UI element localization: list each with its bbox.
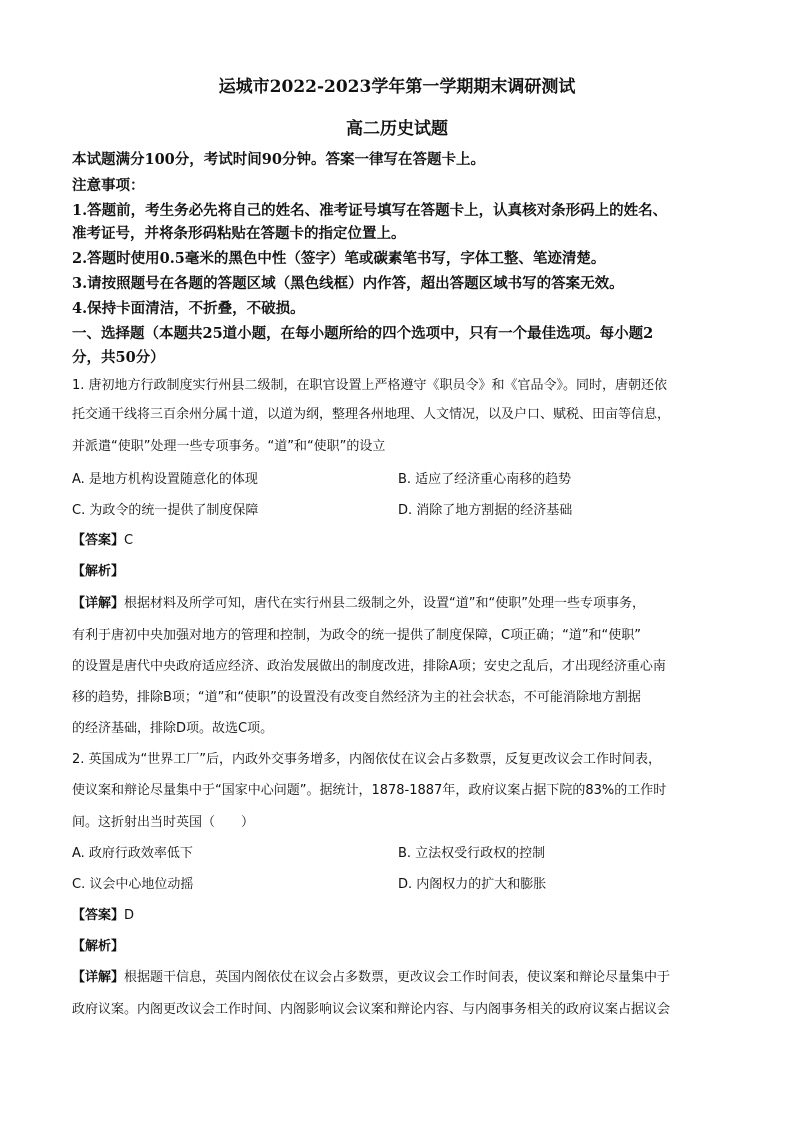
q1-detail-label: 【详解】 [72,596,125,611]
q2-answer [72,904,134,923]
note-line: 3.请按照题号在各题的答题区域（黑色线框）内作答，超出答题区域书写的答案无效。 [72,275,624,292]
q2-detail-line: 根据题干信息，英国内阁依仗在议会占多数票，更改议会工作时间表，使议案和辩论尽量集中于 [124,970,671,985]
q1-option-d: D. 消除了地方割据的经济基础 [398,503,573,518]
q1-answer-value: C [124,533,134,548]
note-line: 准考证号，并将条形码粘贴在答题卡的指定位置上。 [72,225,406,242]
q1-detail-line: 的设置是唐代中央政府适应经济、政治发展做出的制度改进，排除A项；安史之乱后，才出现经济重心南 [72,659,666,674]
note-line: 4.保持卡面清洁，不折叠，不破损。 [72,300,305,317]
q1-analysis [72,560,124,579]
exam-subtitle: 高二历史试题 [346,119,448,139]
q2-answer-label: 【答案】 [72,908,125,923]
exam-title: 运城市2022-2023学年第一学期期末调研测试 [218,77,576,97]
q2-analysis [72,935,124,954]
q1-detail-first [72,592,645,611]
q1-stem-line: 托交通干线将三百余州分属十道，以道为纲，整理各州地理、人文情况，以及户口、赋税、田亩等信息， [72,407,671,422]
q2-detail-label: 【详解】 [72,970,125,985]
q1-detail-line: 移的趋势，排除B项；“道”和“使职”的设置没有改变自然经济为主的社会状态，不可能消除地方割据 [72,690,641,705]
q2-detail-line: 政府议案。内阁更改议会工作时间、内阁影响议会议案和辩论内容、与内阁事务相关的政府议案占据议会 [72,1002,671,1017]
q1-answer [72,529,133,548]
q1-option-b: B. 适应了经济重心南移的趋势 [398,472,572,487]
notes-heading: 注意事项： [72,177,145,194]
q1-stem-line: 1. 唐初地方行政制度实行州县二级制，在职官设置上严格遵守《职员令》和《官品令》。同时，唐朝还依 [72,378,668,393]
q1-answer-label: 【答案】 [72,533,125,548]
intro-line: 本试题满分100分，考试时间90分钟。答案一律写在答题卡上。 [72,151,485,168]
q2-option-b: B. 立法权受行政权的控制 [398,846,546,861]
q2-option-d: D. 内阁权力的扩大和膨胀 [398,877,547,892]
q1-option-a: A. 是地方机构设置随意化的体现 [72,472,258,487]
q1-detail-line: 有利于唐初中央加强对地方的管理和控制，为政令的统一提供了制度保障，C项正确；“道”和“使职” [72,628,642,643]
q2-option-c: C. 议会中心地位动摇 [72,877,194,892]
section-heading: 分，共50分） [72,349,165,366]
note-line: 1.答题前，考生务必先将自己的姓名、准考证号填写在答题卡上，认真核对条形码上的姓名、 [72,202,668,219]
q2-stem-line: 2. 英国成为“世界工厂”后，内政外交事务增多，内阁依仗在议会占多数票，反复更改议会工作时间表， [72,752,662,767]
q1-stem-line: 并派遣“使职”处理一些专项事务。“道”和“使职”的设立 [72,439,386,454]
section-heading: 一、选择题（本题共25道小题，在每小题所给的四个选项中，只有一个最佳选项。每小题2 [72,325,654,342]
q1-detail-line: 的经济基础，排除D项。故选C项。 [72,721,274,736]
q2-stem-line: 使议案和辩论尽量集中于“国家中心问题”。据统计，1878-1887年，政府议案占据下院的83%的工作时 [72,783,667,798]
q2-option-a: A. 政府行政效率低下 [72,846,193,861]
q1-detail-line: 根据材料及所学可知，唐代在实行州县二级制之外，设置“道”和“使职”处理一些专项事务， [124,596,645,611]
q2-stem-line: 间。这折射出当时英国（ ） [72,815,255,830]
note-line: 2.答题时使用0.5毫米的黑色中性（签字）笔或碳素笔书写，字体工整、笔迹清楚。 [72,250,606,267]
q1-analysis-label: 【解析】 [72,564,125,579]
q2-answer-value: D [124,908,135,923]
q1-option-c: C. 为政令的统一提供了制度保障 [72,503,259,518]
q2-detail-first [72,966,670,985]
q2-analysis-label: 【解析】 [72,939,125,954]
